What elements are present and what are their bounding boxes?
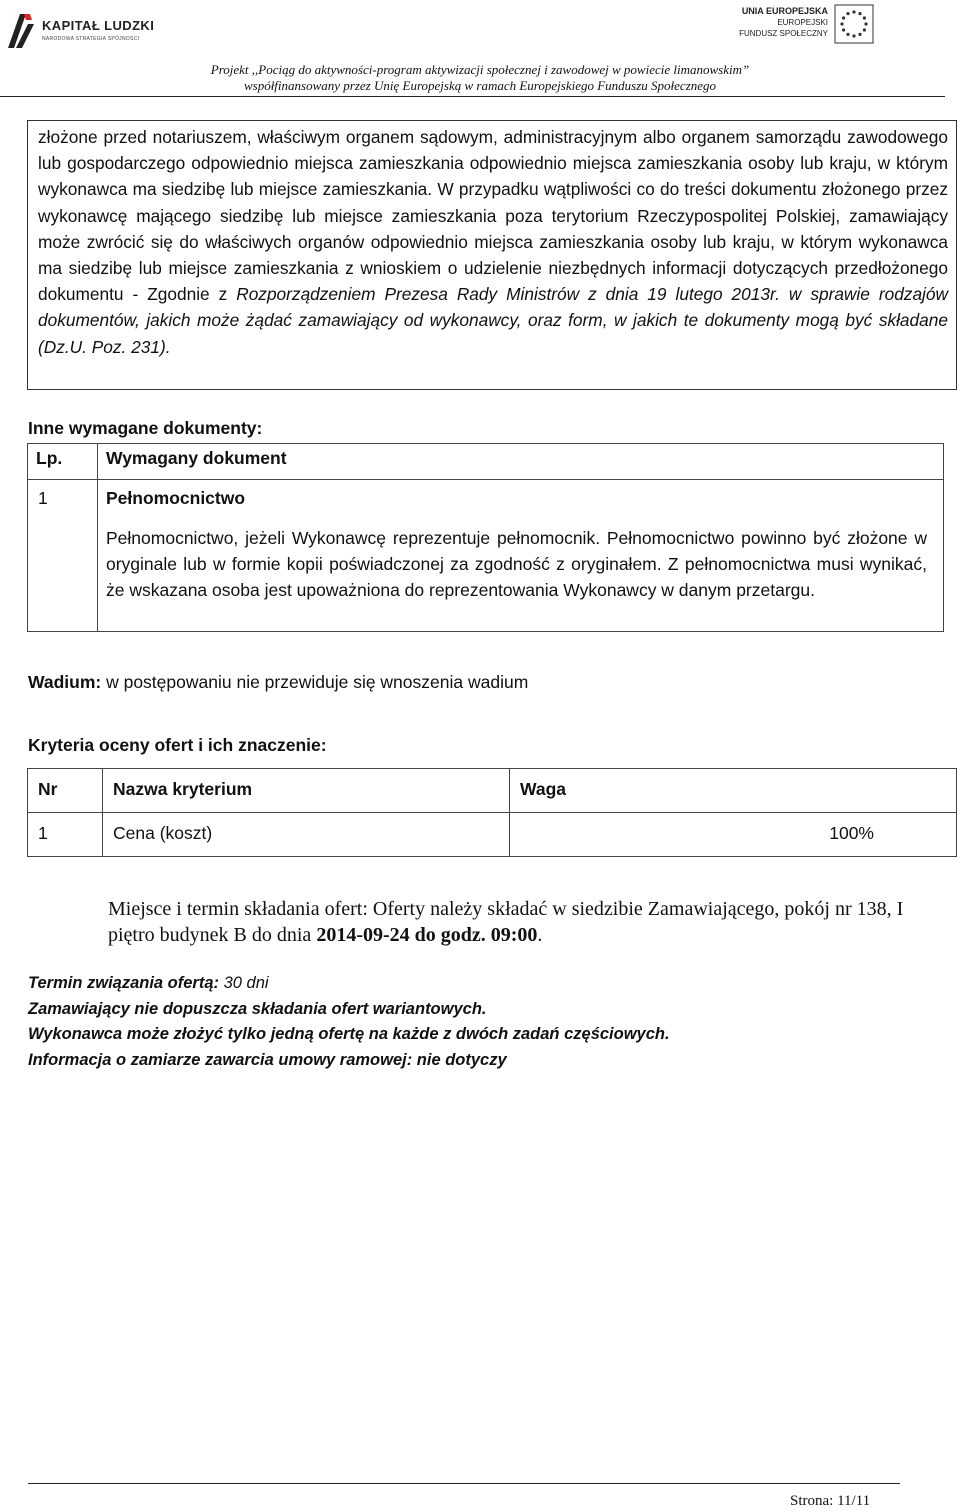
- partial-orders-note: Wykonawca może złożyć tylko jedną ofertę na każde z dwóch zadań częściowych.: [28, 1025, 670, 1043]
- row-document-title: Pełnomocnictwo: [106, 488, 246, 508]
- framework-agreement-note: Informacja o zamiarze zawarcia umowy ramowej: nie dotyczy: [28, 1051, 507, 1069]
- row-document-description: Pełnomocnictwo, jeżeli Wykonawcę reprezentuje pełnomocnik. Pełnomocnictwo powinno być złożone w oryginale lub w formie kopii poświadczonej za zgodność z oryginałem. Z pełnomocnictwa musi wynikać, że wskazana osoba jest upoważniona do reprezentowania Wykonawcy w danym przetargu.: [106, 528, 927, 600]
- table-header-row: [28, 769, 957, 813]
- header-divider: [0, 96, 945, 97]
- project-title-line1: Projekt ,,Pociąg do aktywności-program aktywizacji społecznej i zawodowej w powiecie limanowskim”: [210, 62, 750, 77]
- criterion-number: 1: [28, 813, 103, 857]
- eu-logo-line1: UNIA EUROPEJSKA: [741, 6, 828, 16]
- criteria-table: [27, 768, 957, 857]
- document-requirements-box: [27, 120, 957, 390]
- project-title-line2: współfinansowany przez Unię Europejską w ramach Europejskiego Funduszu Społecznego: [243, 78, 717, 93]
- table-row: [28, 480, 944, 632]
- page-header: [0, 0, 960, 100]
- footer-divider: [28, 1483, 900, 1484]
- other-documents-table: [27, 443, 944, 632]
- kapital-ludzki-title: KAPITAŁ LUDZKI: [42, 18, 155, 33]
- kapital-ludzki-logo: [6, 8, 156, 52]
- wadium-label: Wadium:: [28, 672, 102, 692]
- other-documents-heading: Inne wymagane dokumenty:: [28, 418, 263, 438]
- requirements-text-regulation: Rozporządzeniem Prezesa Rady Ministrów z dnia 19 lutego 2013r. w sprawie rodzajów dokumentów, jakich może żądać zamawiający od wykonawcy, oraz form, w jakich te dokumenty mogą być składane (Dz.U. Poz. 231).: [38, 284, 948, 357]
- submission-deadline: 2014-09-24 do godz. 09:00: [316, 924, 538, 946]
- col-header-nr: Nr: [28, 769, 103, 813]
- requirements-text-plain: złożone przed notariuszem, właściwym organem sądowym, administracyjnym albo organem samorządu zawodowego lub gospodarczego odpowiednio miejsca zamieszkania odpowiednio miejsca zamieszkania osoby lub kraju, w którym wykonawca ma siedzibę lub miejsce zamieszkania. W przypadku wątpliwości co do treści dokumentu złożonego przez wykonawcę mającego siedzibę lub miejsce zamieszkania poza terytorium Rzeczypospolitej Polskiej, zamawiający może zwrócić się do właściwych organów odpowiednio miejsca zamieszkania osoby lub kraju, w którym wykonawca ma siedzibę lub miejsce zamieszkania z wnioskiem o udzielenie niezbędnych informacji dotyczących przedłożonego dokumentu - Zgodnie z: [38, 127, 948, 305]
- col-header-lp: Lp.: [28, 444, 98, 480]
- eu-logo-line3: FUNDUSZ SPOŁECZNY: [739, 29, 828, 38]
- table-row: [28, 813, 957, 857]
- variant-offers-note: Zamawiający nie dopuszcza składania ofert wariantowych.: [28, 1000, 487, 1018]
- col-header-criterion: Nazwa kryterium: [103, 769, 510, 813]
- col-header-weight: Waga: [510, 769, 957, 813]
- col-header-document: Wymagany dokument: [98, 444, 944, 480]
- kapital-ludzki-mark-icon: [6, 10, 36, 50]
- offer-validity-line: [28, 974, 269, 993]
- row-document-cell: [98, 480, 944, 632]
- eu-logo: [730, 4, 920, 48]
- criterion-name: Cena (koszt): [103, 813, 510, 857]
- submission-place-and-deadline: [108, 896, 944, 948]
- document-requirements-text: [38, 124, 948, 360]
- submission-end: .: [537, 924, 543, 946]
- offer-validity-value: 30 dni: [219, 974, 269, 992]
- row-number: 1: [28, 480, 98, 632]
- eu-logo-line2: EUROPEJSKI: [777, 18, 828, 27]
- wadium-line: [28, 672, 528, 693]
- criterion-weight: 100%: [510, 813, 957, 857]
- kapital-ludzki-subtitle: NARODOWA STRATEGIA SPÓJNOŚCI: [42, 36, 140, 42]
- eu-flag-icon: [834, 4, 874, 44]
- table-header-row: [28, 444, 944, 480]
- criteria-heading: Kryteria oceny ofert i ich znaczenie:: [28, 735, 327, 755]
- wadium-text: w postępowaniu nie przewiduje się wnoszenia wadium: [101, 672, 529, 692]
- submission-text: Miejsce i termin składania ofert: Oferty należy składać w siedzibie Zamawiającego, pokój nr 138, I piętro budynek B do dnia: [108, 898, 904, 946]
- page-number: Strona: 11/11: [790, 1493, 871, 1509]
- offer-validity-label: Termin związania ofertą:: [28, 974, 220, 992]
